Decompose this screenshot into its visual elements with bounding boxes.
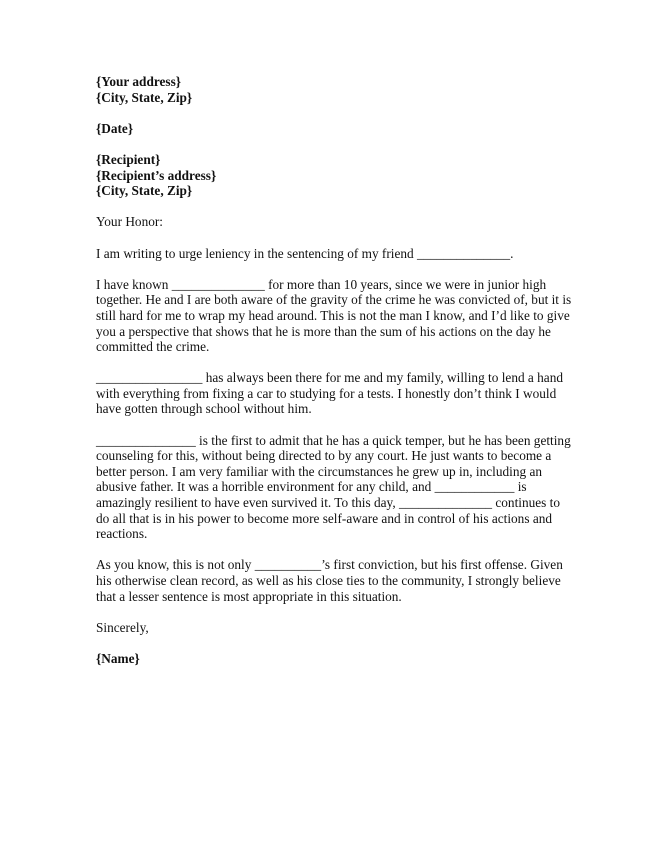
paragraph-line: better person. I am very familiar with the circumstances he grew up in, including an	[96, 463, 543, 479]
date-block	[96, 121, 558, 137]
paragraph-line: you a perspective that shows that he is more than the sum of his actions on the day he	[96, 323, 551, 339]
paragraph-line: amazingly resilient to have even survived it. To this day, ______________ continues to	[96, 495, 561, 511]
paragraph-line: committed the crime.	[96, 339, 210, 355]
paragraph-line: do all that is in his power to become more self-aware and in control of his actions and	[96, 510, 553, 526]
paragraph-1	[96, 246, 558, 262]
recipient-block	[96, 152, 558, 199]
paragraph-line: together. He and I are both aware of the gravity of the crime he was convicted of, but it is	[96, 292, 572, 308]
paragraph-line: have gotten through school without him.	[96, 401, 312, 417]
letter-body	[96, 74, 572, 682]
paragraph-3	[96, 370, 564, 417]
signature: {Name}	[96, 650, 140, 666]
recipient-city-state-zip: {City, State, Zip}	[96, 183, 193, 199]
paragraph-line: counseling for this, without being directed to by any court. He just wants to become a	[96, 448, 552, 464]
letter-date: {Date}	[96, 120, 134, 136]
paragraph-line: reactions.	[96, 526, 148, 542]
paragraph-line: ________________ has always been there for me and my family, willing to lend a hand	[96, 370, 564, 386]
paragraph-line: I am writing to urge leniency in the sentencing of my friend ______________.	[96, 245, 514, 261]
sender-address: {Your address}	[96, 74, 181, 89]
paragraph-line: As you know, this is not only __________’s first conviction, but his first offense. Given	[96, 557, 563, 573]
paragraph-line: with everything from fixing a car to studying for a tests. I honestly don’t think I would	[96, 385, 557, 401]
sender-block	[96, 74, 558, 105]
paragraph-4	[96, 432, 571, 542]
recipient-name: {Recipient}	[96, 151, 161, 167]
salutation: Your Honor:	[96, 214, 163, 230]
paragraph-line: I have known ______________ for more than 10 years, since we were in junior high	[96, 276, 547, 292]
paragraph-line: his otherwise clean record, as well as his close ties to the community, I strongly believe	[96, 573, 561, 588]
paragraph-line: still hard for me to wrap my head around. This is not the man I know, and I’d like to give	[96, 307, 570, 323]
paragraph-line: abusive father. It was a horrible environment for any child, and ____________ is	[96, 479, 527, 495]
recipient-address: {Recipient’s address}	[96, 167, 217, 183]
sender-city-state-zip: {City, State, Zip}	[96, 89, 193, 105]
closing: Sincerely,	[96, 619, 149, 635]
paragraph-line: that a lesser sentence is most appropriate in this situation.	[96, 588, 402, 604]
paragraph-5	[96, 557, 563, 604]
paragraph-2	[96, 276, 572, 355]
paragraph-line: _______________ is the first to admit that he has a quick temper, but he has been getting	[96, 432, 571, 448]
